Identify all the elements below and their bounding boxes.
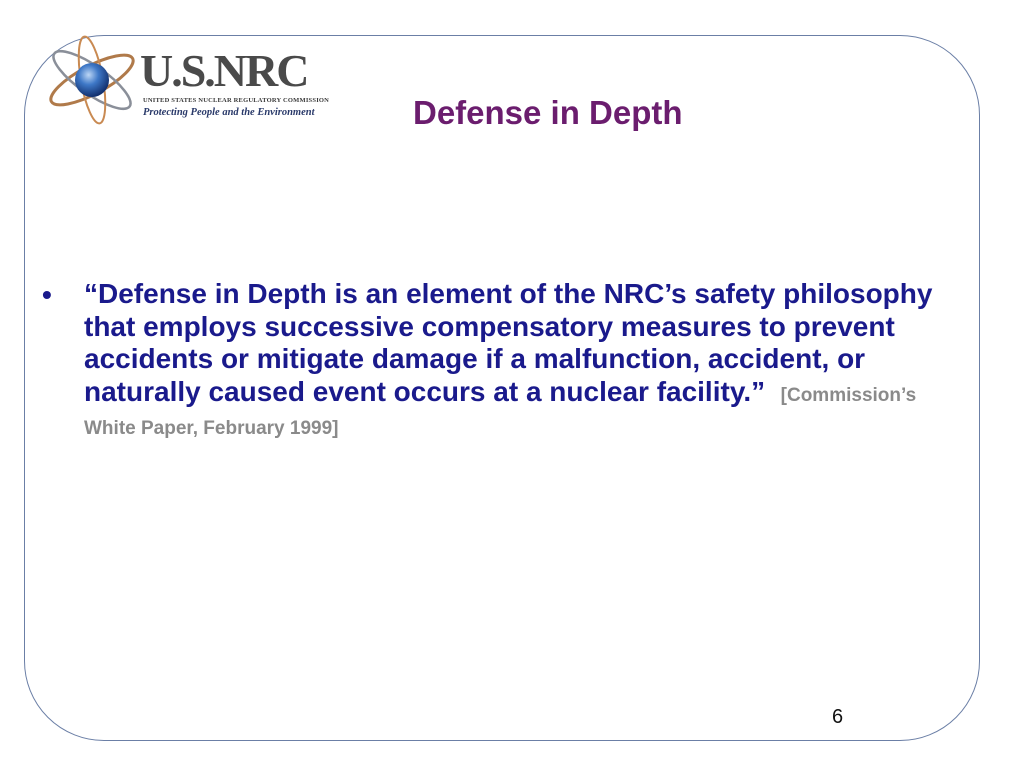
- atom-globe-icon: [40, 30, 140, 130]
- logo-wordmark: U.S.NRC: [140, 45, 308, 96]
- bullet-marker: •: [42, 279, 52, 310]
- slide-title: Defense in Depth: [413, 94, 683, 131]
- nrc-logo: [40, 30, 350, 130]
- page-number: 6: [832, 706, 844, 728]
- logo-tagline: Protecting People and the Environment: [143, 107, 315, 118]
- quote-text: “Defense in Depth is an element of the NRC’s safety philosophy that employs successive compensatory measures to prevent accidents or mitigate damage if a malfunction, accident, or naturally caused event occurs at a nuclear facility.”: [84, 278, 933, 407]
- bullet-text: [84, 278, 954, 442]
- logo-subtitle: UNITED STATES NUCLEAR REGULATORY COMMISSION: [143, 97, 330, 104]
- citation: [Commission’s White Paper, February 1999]: [84, 384, 917, 439]
